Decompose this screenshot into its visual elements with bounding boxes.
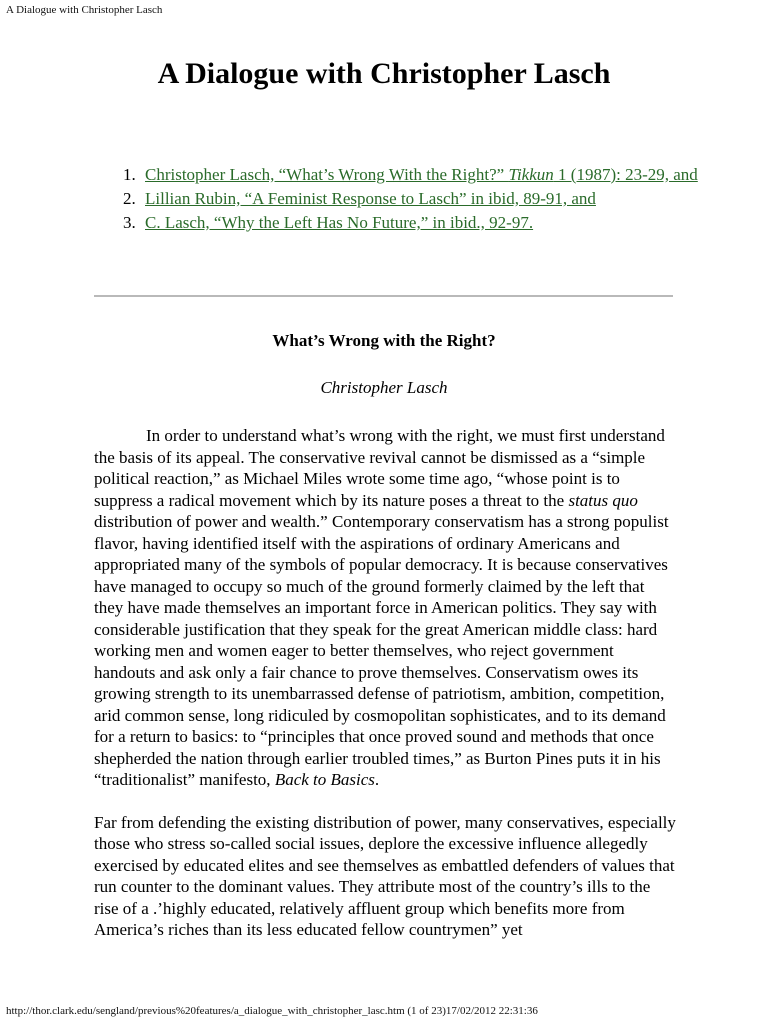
reference-link-rubin[interactable]: Lillian Rubin, “A Feminist Response to Lasch” in ibid, 89-91, and <box>145 189 596 208</box>
list-item <box>123 188 705 210</box>
reference-link-lasch-right[interactable] <box>145 165 698 184</box>
italic-phrase: status quo <box>568 490 638 510</box>
paragraph-text: . <box>374 770 380 789</box>
paragraph-text: distribution of power and wealth.” Contemporary conservatism has a strong populist flavor, having identified itself with the aspirations of ordinary Americans and appropriated many of the symbols of popular democracy. It is because conservatives have managed to occupy so much of the ground formerly claimed by the left that they have made themselves an important force in American politics. They say with considerable justification that they speak for the great American middle class: hard working men and women eager to better themselves, who reject government handouts and ask only a fair chance to prove themselves. Conservatism owes its growing strength to its unembarrassed defense of patriotism, ambition, competition, arid common sense, long ridiculed by cosmopolitan sophisticates, and to its demand for a return to basics: to “principles that once proved sound and methods that once shepherded the nation through earlier troubled times,” as Burton Pines puts it in his “traditionalist” manifesto, <box>94 512 669 789</box>
list-number: 3. <box>123 213 136 232</box>
reference-text: Christopher Lasch, “What’s Wrong With the Right?” <box>145 165 509 184</box>
body-paragraph: Far from defending the existing distribution of power, many conservatives, especially those who stress so-called social issues, deplore the excessive influence allegedly exercised by educated elites and see themselves as embattled defenders of values that run counter to the dominant values. They attribute most of the country’s ills to the rise of a .’highly educated, relatively affluent group which benefits more from America’s riches than its less educated fellow countrymen” yet <box>94 812 676 939</box>
list-item <box>123 212 705 234</box>
page-title: A Dialogue with Christopher Lasch <box>157 57 611 90</box>
reference-list <box>113 164 705 236</box>
journal-title: Tikkun <box>508 165 554 184</box>
running-header: A Dialogue with Christopher Lasch <box>6 4 163 16</box>
list-number: 2. <box>123 189 136 208</box>
book-title: Back to Basics <box>274 770 375 789</box>
reference-text: 1 (1987): 23-29, and <box>553 165 698 184</box>
source-url-footer: http://thor.clark.edu/sengland/previous%20features/a_dialogue_with_christopher_lasc.htm (1 of 23)17/02/2012 22:31:36 <box>6 1005 538 1017</box>
article-author: Christopher Lasch <box>320 378 448 397</box>
reference-link-lasch-left[interactable]: C. Lasch, “Why the Left Has No Future,” in ibid., 92-97. <box>145 213 534 232</box>
list-number: 1. <box>123 165 136 184</box>
horizontal-divider <box>94 295 673 297</box>
article-heading: What’s Wrong with the Right? <box>272 331 496 350</box>
article-body <box>94 425 676 962</box>
list-item <box>123 164 705 186</box>
paragraph-text: In order to understand what’s wrong with the right, we must first understand the basis of its appeal. The conservative revival cannot be dismissed as a “simple political reaction,” as Michael Miles wrote some time ago, “whose point is to suppress a radical movement which by its nature poses a threat to the <box>94 426 665 510</box>
body-paragraph <box>94 425 676 791</box>
